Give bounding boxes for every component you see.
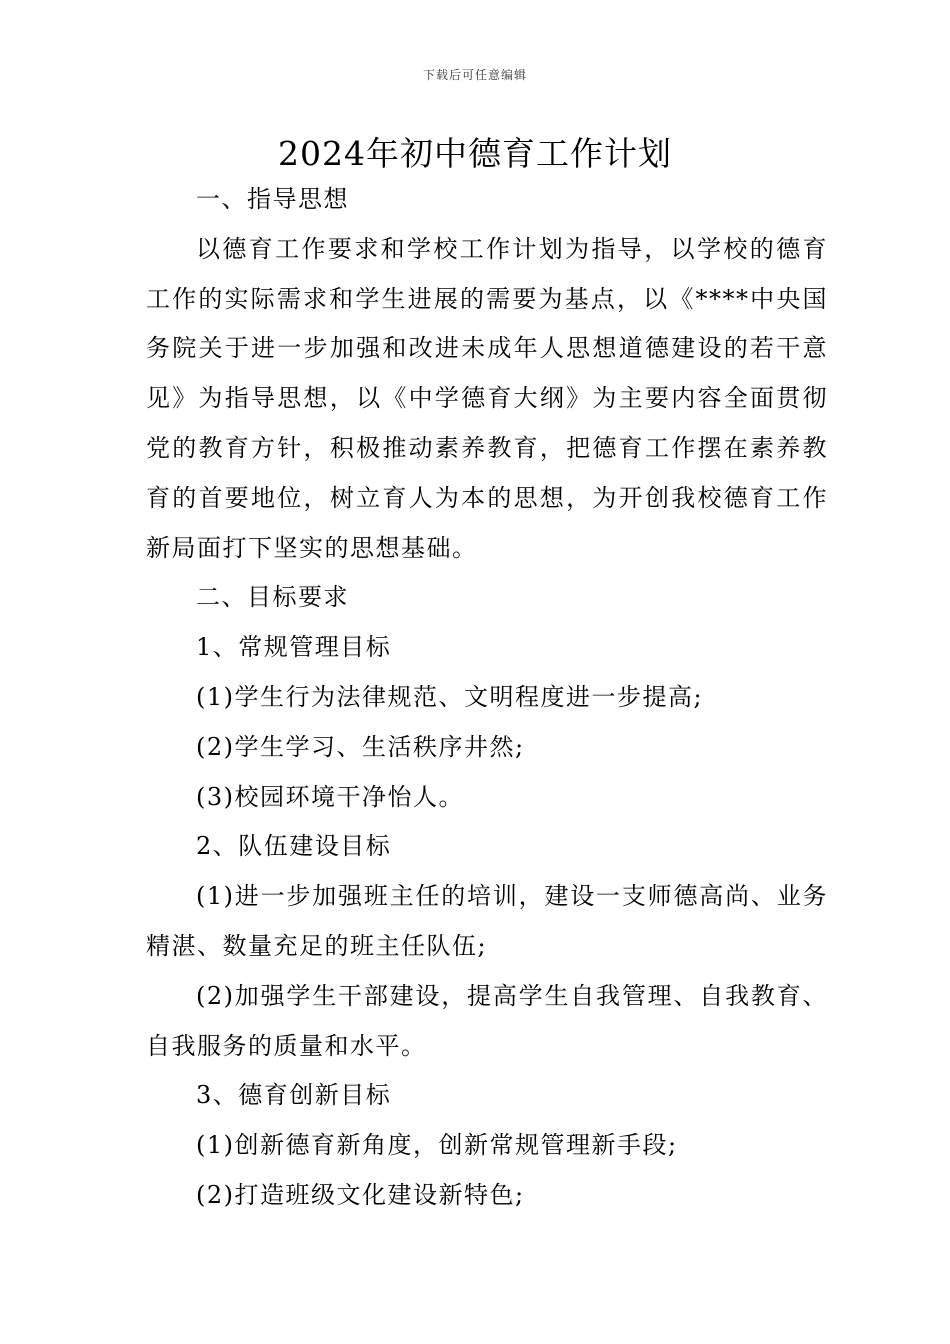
subheading-routine-management: 1、常规管理目标: [196, 633, 392, 662]
heading-goals: 二、目标要求: [196, 583, 349, 612]
subheading-innovation: 3、德育创新目标: [196, 1081, 392, 1110]
list-item: (2)加强学生干部建设，提高学生自我管理、自我教育、自我服务的质量和水平。: [146, 981, 828, 1060]
list-item: (2)打造班级文化建设新特色;: [196, 1180, 525, 1209]
paragraph-guiding-ideology: 以德育工作要求和学校工作计划为指导，以学校的德育工作的实际需求和学生进展的需要为基点，以《****中央国务院关于进一步加强和改进未成年人思想道德建设的若干意见》为指导思想，以《中学德育大纲》为主要内容全面贯彻党的教育方针，积极推动素养教育，把德育工作摆在素养教育的首要地位，树立育人为本的思想，为开创我校德育工作新局面打下坚实的思想基础。: [146, 234, 828, 562]
heading-guiding-ideology: 一、指导思想: [196, 185, 349, 213]
list-item: (3)校园环境干净怡人。: [196, 782, 464, 811]
document-body: [146, 175, 828, 1221]
document-title: 2024年初中德育工作计划: [278, 134, 672, 173]
list-item: (2)学生学习、生活秩序井然;: [196, 732, 525, 761]
header-note: 下载后可任意编辑: [422, 68, 527, 82]
list-item: (1)创新德育新角度，创新常规管理新手段;: [196, 1131, 678, 1160]
list-item: (1)学生行为法律规范、文明程度进一步提高;: [196, 682, 704, 711]
list-item: (1)进一步加强班主任的培训，建设一支师德高尚、业务精湛、数量充足的班主任队伍;: [146, 882, 828, 960]
subheading-team-building: 2、队伍建设目标: [196, 832, 392, 861]
